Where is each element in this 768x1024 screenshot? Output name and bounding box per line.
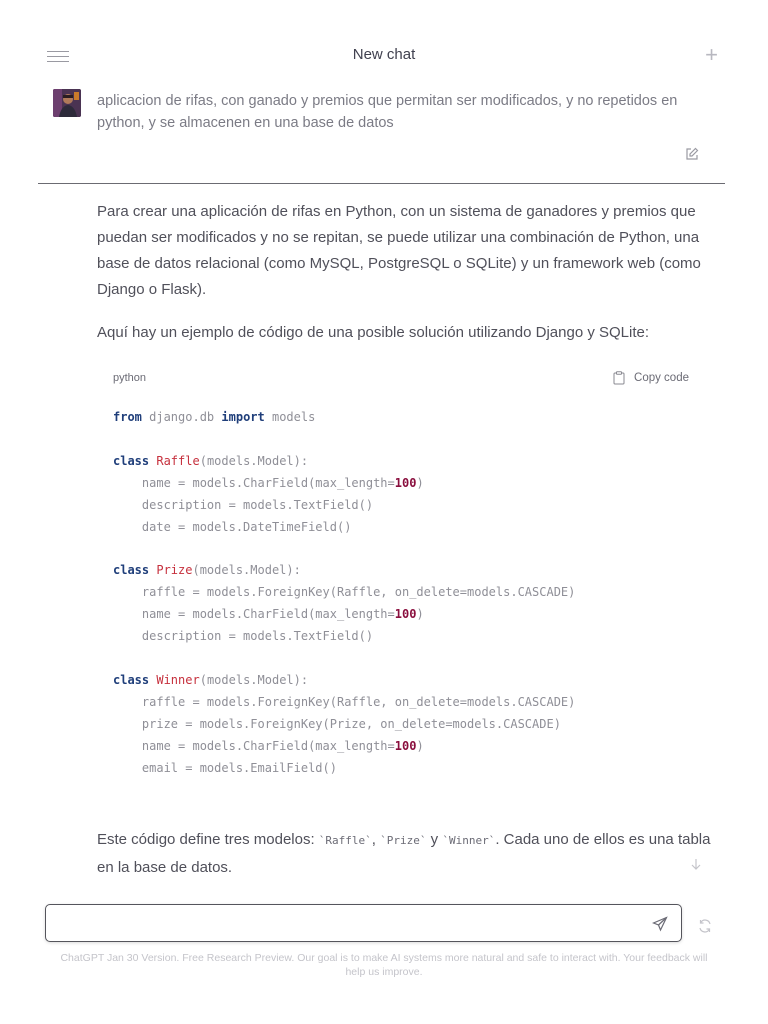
footer-text: Este código define tres modelos: <box>97 831 319 848</box>
copy-code-label: Copy code <box>634 372 689 384</box>
plus-icon[interactable]: + <box>705 42 718 67</box>
refresh-icon[interactable] <box>697 918 713 934</box>
answer-paragraph: Para crear una aplicación de rifas en Python, con un sistema de ganadores y premios que puedan ser modificados y no se repitan, se puede utilizar una combinación de Python, una base de datos relacional (como MySQL, PostgreSQL o SQLite) y un framework web (como Django o Flask). <box>97 203 701 298</box>
footer-text: y <box>426 831 443 848</box>
inline-code: `Prize` <box>380 834 427 847</box>
inline-code: `Winner` <box>442 834 496 847</box>
disclaimer: ChatGPT Jan 30 Version. Free Research Preview. Our goal is to make AI systems more natural and safe to interact with. Your feedback will help us improve. <box>60 952 708 978</box>
code-block <box>97 364 711 794</box>
divider <box>38 183 725 184</box>
user-message <box>0 88 768 184</box>
code-content: from django.db import models class Raffle(models.Model): name = models.CharField(max_length=100) description = models.TextField() date = models.DateTimeField() class Prize(models.Model): raffle = models.ForeignKey(Raffle, on_delete=models.CASCADE) name = models.CharField(max_length=100) description = models.TextField() class Winner(models.Model): raffle = models.ForeignKey(Raffle, on_delete=models.CASCADE) prize = models.ForeignKey(Prize, on_delete=models.CASCADE) name = models.CharField(max_length=100) email = models.EmailField() <box>113 410 576 775</box>
answer-paragraph: Aquí hay un ejemplo de código de una posible solución utilizando Django y SQLite: <box>97 324 650 341</box>
message-input[interactable] <box>56 911 636 935</box>
clipboard-icon <box>613 371 625 385</box>
answer-paragraph <box>97 827 711 881</box>
user-message-text: aplicacion de rifas, con ganado y premios que permitan ser modificados, y no repetidos en python, y se almacenen en una base de datos <box>97 93 678 131</box>
assistant-message <box>97 199 711 346</box>
avatar <box>53 89 81 117</box>
code-header <box>97 364 711 394</box>
message-composer[interactable] <box>45 904 682 942</box>
footer-text: . Cada uno de ellos es una tabla en la base de datos. <box>97 831 711 876</box>
arrow-down-icon[interactable] <box>689 857 703 871</box>
send-icon[interactable] <box>652 916 668 932</box>
page-title: New chat <box>352 46 416 63</box>
edit-icon[interactable] <box>684 146 702 164</box>
code-language: python <box>113 372 147 384</box>
footer-text: , <box>371 831 381 848</box>
copy-code-button[interactable] <box>613 371 689 385</box>
inline-code: `Raffle` <box>318 834 372 847</box>
